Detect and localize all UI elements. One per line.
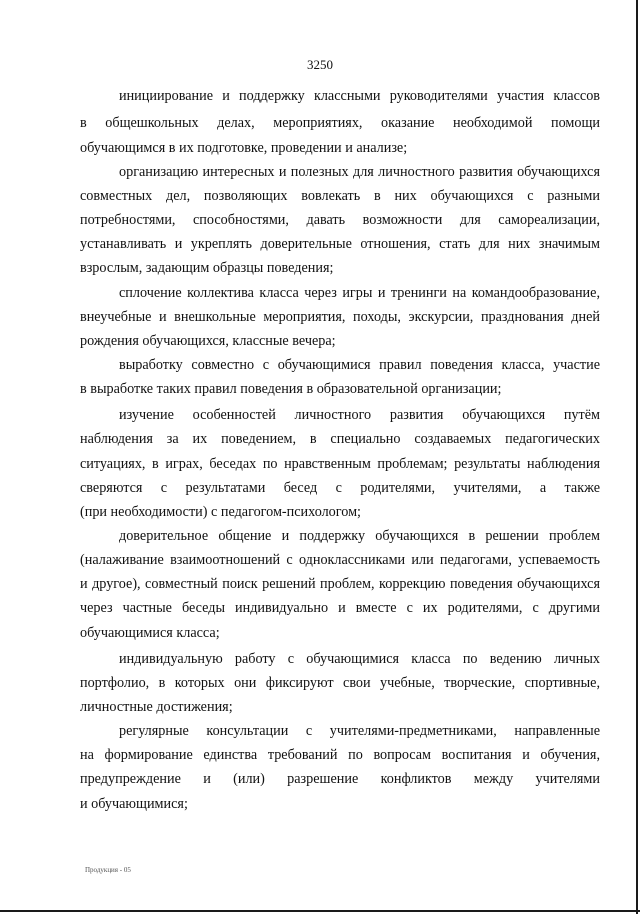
text-line: наблюдения за их поведением, в специально создаваемых педагогических xyxy=(80,431,600,447)
text-line: (при необходимости) с педагогом-психологом; xyxy=(80,504,361,520)
text-line: инициирование и поддержку классными руководителями участия классов xyxy=(119,88,600,104)
text-line: изучение особенностей личностного развития обучающихся путём xyxy=(119,407,600,423)
text-line: организацию интересных и полезных для личностного развития обучающихся xyxy=(119,164,600,180)
text-line: совместных дел, позволяющих вовлекать в них обучающихся с разными xyxy=(80,188,600,204)
text-line: рождения обучающихся, классные вечера; xyxy=(80,333,336,349)
page-edge-bottom xyxy=(0,910,640,912)
text-line: в общешкольных делах, мероприятиях, оказание необходимой помощи xyxy=(80,115,600,131)
text-line: на формирование единства требований по вопросам воспитания и обучения, xyxy=(80,747,600,763)
page-edge-right xyxy=(636,0,638,914)
text-line: через частные беседы индивидуально и вместе с их родителями, с другими xyxy=(80,600,600,616)
text-line: сплочение коллектива класса через игры и тренинги на командообразование, xyxy=(119,285,600,301)
text-line: и другое), совместный поиск решений проблем, коррекцию поведения обучающихся xyxy=(80,576,600,592)
text-line: предупреждение и (или) разрешение конфликтов между учителями xyxy=(80,771,600,787)
text-line: (налаживание взаимоотношений с одноклассниками или педагогами, успеваемость xyxy=(80,552,600,568)
text-line: регулярные консультации с учителями-предметниками, направленные xyxy=(119,723,600,739)
text-line: портфолио, в которых они фиксируют свои учебные, творческие, спортивные, xyxy=(80,675,600,691)
text-line: обучающимися класса; xyxy=(80,625,220,641)
page-number: 3250 xyxy=(307,57,333,72)
text-line: индивидуальную работу с обучающимися класса по ведению личных xyxy=(119,651,600,667)
text-line: потребностями, способностями, давать возможности для самореализации, xyxy=(80,212,600,228)
text-line: доверительное общение и поддержку обучающихся в решении проблем xyxy=(119,528,600,544)
text-line: взрослым, задающим образцы поведения; xyxy=(80,260,334,276)
page-footer: Продукция - 05 xyxy=(85,866,131,874)
text-line: и обучающимися; xyxy=(80,796,188,812)
text-line: выработку совместно с обучающимися правил поведения класса, участие xyxy=(119,357,600,373)
text-line: обучающимся в их подготовке, проведении и анализе; xyxy=(80,140,408,156)
text-line: ситуациях, в играх, беседах по нравственным проблемам; результаты наблюдения xyxy=(80,456,600,472)
text-line: сверяются с результатами бесед с родителями, учителями, а также xyxy=(80,480,600,496)
text-line: в выработке таких правил поведения в образовательной организации; xyxy=(80,381,502,397)
text-line: внеучебные и внешкольные мероприятия, походы, экскурсии, празднования дней xyxy=(80,309,600,325)
text-line: устанавливать и укреплять доверительные отношения, стать для них значимым xyxy=(80,236,600,252)
text-line: личностные достижения; xyxy=(80,699,233,715)
